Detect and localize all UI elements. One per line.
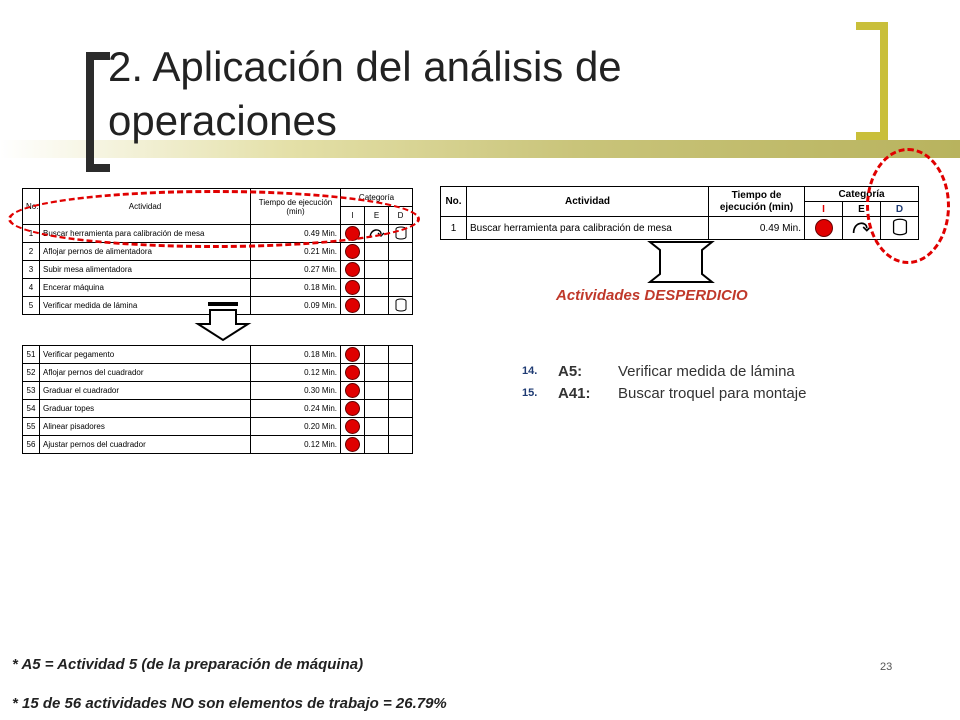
header-categoria: Categoría <box>341 189 413 207</box>
activity-detail-table <box>440 186 919 240</box>
red-dot-icon <box>815 219 833 237</box>
red-dot-icon <box>345 401 360 416</box>
desperdicio-label: Actividades DESPERDICIO <box>556 287 748 304</box>
header-cat-e: E <box>843 202 881 217</box>
header-no: No. <box>441 187 467 217</box>
highlight-circle-d <box>866 148 950 264</box>
table-row: 3 Subir mesa alimentadora 0.27 Min. <box>23 261 413 279</box>
header-cat-e: E <box>365 207 389 225</box>
red-dot-icon <box>345 365 360 380</box>
list-item: 15. A41: Buscar troquel para montaje <box>522 384 807 402</box>
red-dot-icon <box>345 419 360 434</box>
down-arrow-icon <box>192 302 256 342</box>
table-row: 1 Buscar herramienta para calibración de mesa 0.49 Min. <box>441 217 919 240</box>
red-dot-icon <box>345 437 360 452</box>
header-tiempo: Tiempo de ejecución (min) <box>709 187 805 217</box>
red-dot-icon <box>345 347 360 362</box>
table-row: 2 Aflojar pernos de alimentadora 0.21 Min. <box>23 243 413 261</box>
footnote-percentage: * 15 de 56 actividades NO son elementos de trabajo = 26.79% <box>12 695 447 712</box>
header-cat-i: I <box>341 207 365 225</box>
table-row: 52 Aflojar pernos del cuadrador 0.12 Min. <box>23 364 413 382</box>
list-item: 14. A5: Verificar medida de lámina <box>522 362 795 380</box>
highlight-ellipse-rows <box>8 190 420 248</box>
left-bracket <box>86 52 110 172</box>
header-no: No. <box>23 189 40 225</box>
red-dot-icon <box>345 244 360 259</box>
page-number: 23 <box>880 661 893 673</box>
footnote-a5: * A5 = Actividad 5 (de la preparación de máquina) <box>12 656 364 673</box>
header-categoria: Categoría <box>805 187 919 202</box>
header-cat-i: I <box>805 202 843 217</box>
header-actividad: Actividad <box>40 189 251 225</box>
right-bracket <box>856 22 888 140</box>
table-row: 55 Alinear pisadores 0.20 Min. <box>23 418 413 436</box>
header-cat-d: D <box>389 207 413 225</box>
table-row: 53 Graduar el cuadrador 0.30 Min. <box>23 382 413 400</box>
table-row: 1 Buscar herramienta para calibración de mesa 0.49 Min. <box>23 225 413 243</box>
table-row: 56 Ajustar pernos del cuadrador 0.12 Min. <box>23 436 413 454</box>
storage-cylinder-icon <box>394 298 408 312</box>
activities-table-2 <box>22 345 413 454</box>
header-actividad: Actividad <box>467 187 709 217</box>
wasted-activities-list <box>522 360 806 404</box>
page-title: 2. Aplicación del análisis de operaciones <box>108 43 622 144</box>
table-row: 54 Graduar topes 0.24 Min. <box>23 400 413 418</box>
double-arrow-icon <box>644 240 718 284</box>
red-dot-icon <box>345 383 360 398</box>
header-cat-d: D <box>881 202 919 217</box>
red-dot-icon <box>345 298 360 313</box>
header-tiempo: Tiempo de ejecución (min) <box>251 189 341 225</box>
red-dot-icon <box>345 280 360 295</box>
table-row: 51 Verificar pegamento 0.18 Min. <box>23 346 413 364</box>
red-dot-icon <box>345 262 360 277</box>
table-row: 4 Encerar máquina 0.18 Min. <box>23 279 413 297</box>
table-row: 5 Verificar medida de lámina 0.09 Min. <box>23 297 413 315</box>
